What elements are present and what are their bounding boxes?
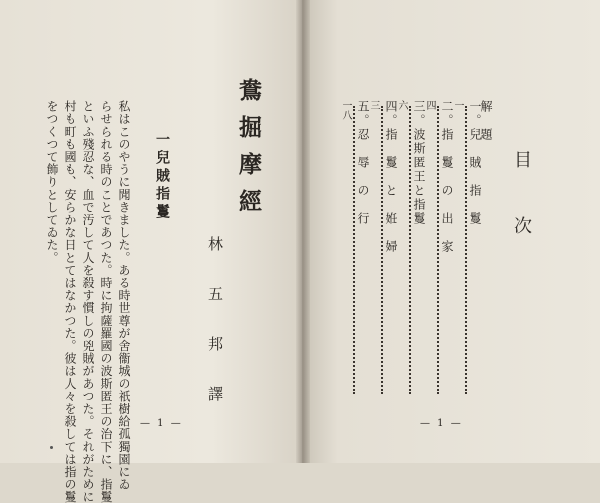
body-text-line: をつくつて飾りとしてゐた。 xyxy=(45,100,59,264)
toc-entry-label: 二。指 鬘 の 出 家 xyxy=(440,100,454,254)
toc-entry-label: 解 題 xyxy=(479,100,493,142)
toc-entry-page: 三 xyxy=(368,100,379,110)
translator-credit: 林 五 邦 譯 xyxy=(206,236,224,411)
toc-entry-page: 一八 xyxy=(340,100,351,120)
body-text-line: といふ殘忍な、血で汚して人を殺す慣しの兇賊があつた。それがために xyxy=(81,100,95,503)
toc-entry[interactable] xyxy=(338,100,372,400)
toc-title xyxy=(508,150,534,234)
toc-entry-page: 四 xyxy=(424,100,435,110)
toc-title-char-1: 目 xyxy=(511,150,532,168)
toc-entry-label: 一。兒 賊 指 鬘 xyxy=(468,100,482,226)
book-gutter xyxy=(296,0,310,463)
toc-title-char-2: 次 xyxy=(511,216,532,234)
chapter-heading: 一兒賊指鬘 xyxy=(154,132,170,222)
toc-entry-label: 四。指 鬘 と 姙 婦 xyxy=(384,100,398,254)
toc-entry-page: 一 xyxy=(452,100,463,110)
toc-leader-dots xyxy=(409,106,411,394)
toc-leader-dots xyxy=(465,106,467,394)
toc-leader-dots xyxy=(353,106,355,394)
toc-leader-dots xyxy=(437,106,439,394)
toc-entry-label: 五。忍 辱 の 行 xyxy=(356,100,370,226)
body-text-line: 村も町も國も、安らかな日とてはなかつた。彼は人々を殺しては指の鬘 xyxy=(63,100,77,503)
work-title: 鴦掘摩經 xyxy=(235,78,262,226)
body-text-line: 私はこのやうに聞きました。ある時世尊が舍衞城の祇樹給孤獨園にゐ xyxy=(117,100,131,491)
toc-leader-dots xyxy=(381,106,383,394)
toc-entry-label: 三。波斯匿王と指鬘 xyxy=(412,100,426,226)
page-number-right: — 1 — xyxy=(420,418,463,429)
page-number-left: — 1 — xyxy=(140,418,183,429)
body-text-line: らせられる時のことであつた。時に拘薩羅國の波斯匿王の治下に、指鬘 xyxy=(99,100,113,503)
paper-speck xyxy=(50,446,53,449)
toc-entry-page: 六 xyxy=(396,100,407,110)
